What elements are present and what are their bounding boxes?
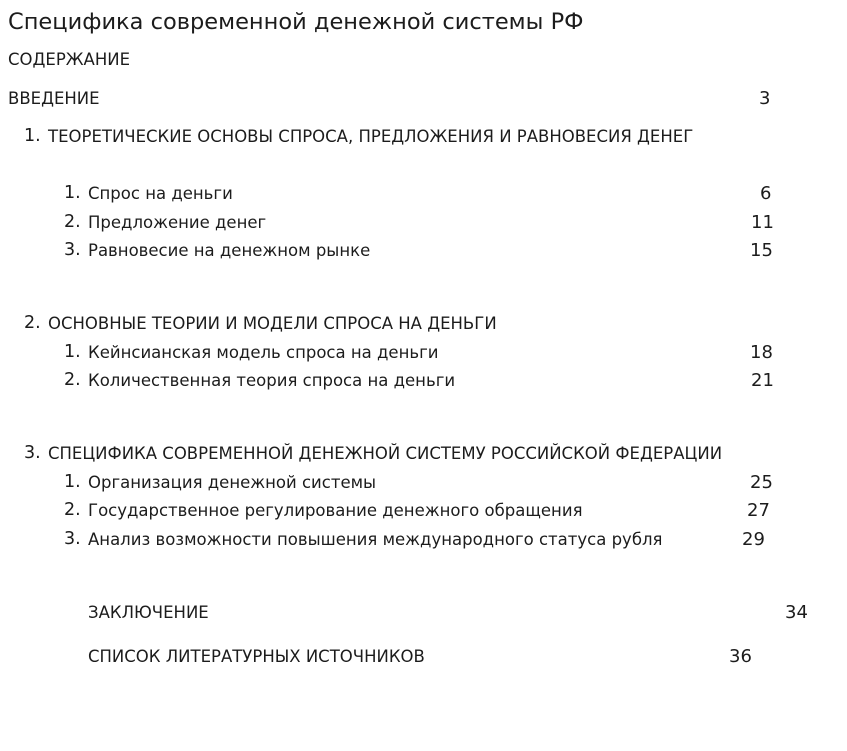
section-1-1-label: Спрос на деньги	[88, 184, 233, 203]
chapter-1-title: ТЕОРЕТИЧЕСКИЕ ОСНОВЫ СПРОСА, ПРЕДЛОЖЕНИЯ И РАВНОВЕСИЯ ДЕНЕГ	[48, 127, 694, 146]
chapter-3-number: 3.	[24, 443, 41, 463]
section-1-3-number: 3.	[64, 240, 81, 260]
section-2-1-page: 18	[750, 342, 773, 363]
section-1-3-page: 15	[750, 240, 773, 261]
section-2-1-number: 1.	[64, 342, 81, 362]
chapter-3-title: СПЕЦИФИКА СОВРЕМЕННОЙ ДЕНЕЖНОЙ СИСТЕМУ РОССИЙСКОЙ ФЕДЕРАЦИИ	[48, 444, 723, 463]
toc-entry-references-label: СПИСОК ЛИТЕРАТУРНЫХ ИСТОЧНИКОВ	[88, 647, 425, 666]
section-3-1-label: Организация денежной системы	[88, 473, 377, 492]
section-1-2-number: 2.	[64, 212, 81, 232]
toc-entry-conclusion-label: ЗАКЛЮЧЕНИЕ	[88, 603, 209, 622]
section-3-3-page: 29	[742, 529, 765, 550]
section-1-1-page: 6	[760, 183, 772, 204]
section-3-3-label: Анализ возможности повышения международного статуса рубля	[88, 530, 663, 549]
section-2-1-label: Кейнсианская модель спроса на деньги	[88, 343, 439, 362]
toc-entry-conclusion-page: 34	[785, 602, 808, 623]
toc-entry-references-page: 36	[729, 646, 752, 667]
section-2-2-number: 2.	[64, 370, 81, 390]
section-2-2-label: Количественная теория спроса на деньги	[88, 371, 456, 390]
toc-entry-intro-page: 3	[759, 88, 771, 109]
section-3-1-page: 25	[750, 472, 773, 493]
section-1-2-page: 11	[751, 212, 774, 233]
section-2-2-page: 21	[751, 370, 774, 391]
section-1-2-label: Предложение денег	[88, 213, 267, 232]
section-1-3-label: Равновесие на денежном рынке	[88, 241, 371, 260]
section-1-1-number: 1.	[64, 183, 81, 203]
section-3-1-number: 1.	[64, 472, 81, 492]
chapter-2-title: ОСНОВНЫЕ ТЕОРИИ И МОДЕЛИ СПРОСА НА ДЕНЬГИ	[48, 314, 497, 333]
section-3-2-number: 2.	[64, 500, 81, 520]
section-3-3-number: 3.	[64, 529, 81, 549]
page-title: Специфика современной денежной системы РФ	[8, 9, 584, 35]
chapter-1-number: 1.	[24, 126, 41, 146]
chapter-2-number: 2.	[24, 313, 41, 333]
section-3-2-label: Государственное регулирование денежного обращения	[88, 501, 583, 520]
toc-heading: СОДЕРЖАНИЕ	[8, 50, 131, 69]
section-3-2-page: 27	[747, 500, 770, 521]
toc-entry-intro-label: ВВЕДЕНИЕ	[8, 89, 100, 108]
